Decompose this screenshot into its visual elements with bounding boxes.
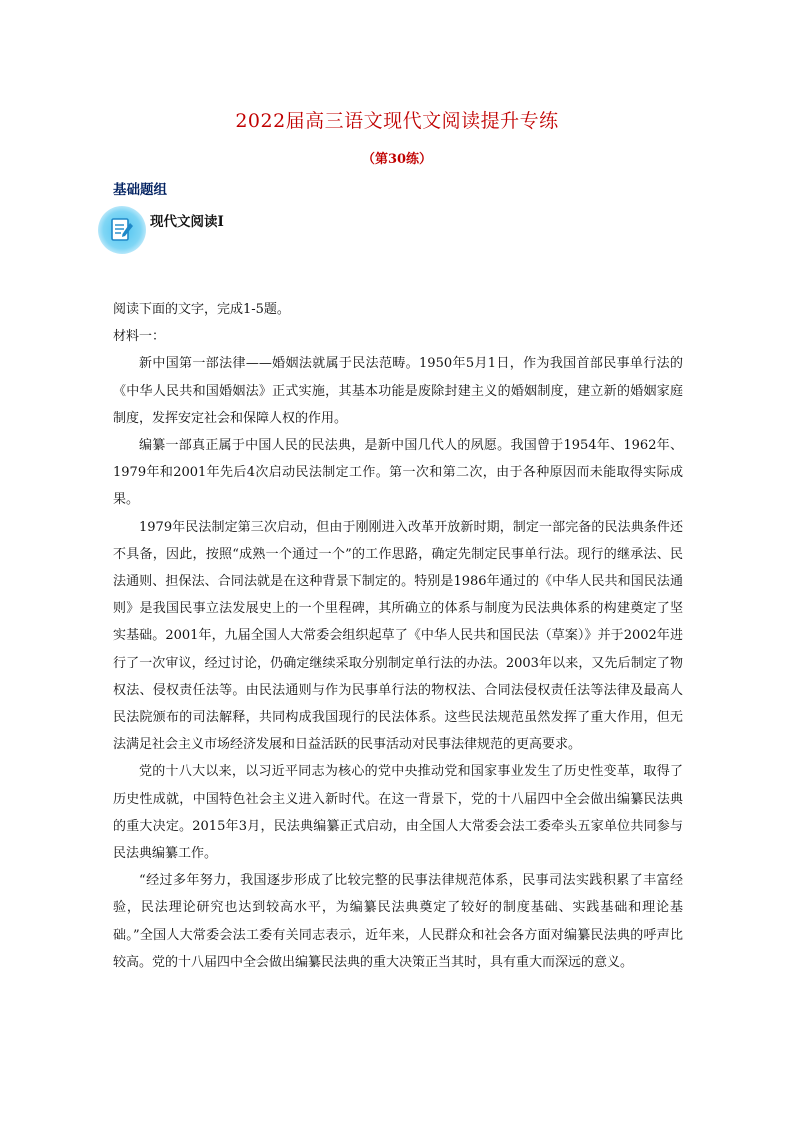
paragraph: 编纂一部真正属于中国人民的民法典，是新中国几代人的夙愿。我国曾于1954年、1962年、1979年和2001年先后4次启动民法制定工作。第一次和第二次，由于各种原因而未能取得实际成果。: [113, 438, 683, 508]
reading-content: [113, 296, 683, 976]
section-title: 现代文阅读Ⅰ: [150, 214, 224, 230]
paragraph: 党的十八大以来，以习近平同志为核心的党中央推动党和国家事业发生了历史性变革，取得了历史性成就，中国特色社会主义进入新时代。在这一背景下，党的十八届四中全会做出编纂民法典的重大决定。2015年3月，民法典编纂正式启动，由全国人大常委会法工委牵头五家单位共同参与民法典编纂工作。: [113, 764, 683, 862]
document-subtitle: （第30练）: [361, 152, 433, 167]
instruction-text: 阅读下面的文字，完成1-5题。: [113, 302, 290, 317]
paragraph: 1979年民法制定第三次启动，但由于刚刚进入改革开放新时期，制定一部完备的民法典条件还不具备，因此，按照“成熟一个通过一个”的工作思路，确定先制定民事单行法。现行的继承法、民法通则、担保法、合同法就是在这种背景下制定的。特别是1986年通过的《中华人民共和国民法通则》是我国民事立法发展史上的一个里程碑，其所确立的体系与制度为民法典体系的构建奠定了坚实基础。2001年，九届全国人大常委会组织起草了《中华人民共和国民法（草案）》并于2002年进行了一次审议，经过讨论，仍确定继续采取分别制定单行法的办法。2003年以来，又先后制定了物权法、侵权责任法等。由民法通则与作为民事单行法的物权法、合同法侵权责任法等法律及最高人民法院颁布的司法解释，共同构成我国现行的民法体系。这些民法规范虽然发挥了重大作用，但无法满足社会主义市场经济发展和日益活跃的民事活动对民事法律规范的更高要求。: [113, 519, 683, 753]
paragraph: 新中国第一部法律——婚姻法就属于民法范畴。1950年5月1日，作为我国首部民事单行法的《中华人民共和国婚姻法》正式实施，其基本功能是废除封建主义的婚姻制度，建立新的婚姻家庭制度，发挥安定社会和保障人权的作用。: [113, 356, 683, 426]
notebook-pen-icon: [98, 206, 146, 254]
paragraph: “经过多年努力，我国逐步形成了比较完整的民事法律规范体系，民事司法实践积累了丰富经验，民法理论研究也达到较高水平，为编纂民法典奠定了较好的制度基础、实践基础和理论基础。”全国人大常委会法工委有关同志表示，近年来，人民群众和社会各方面对编纂民法典的呼声比较高。党的十八届四中全会做出编纂民法典的重大决策正当其时，具有重大而深远的意义。: [113, 873, 683, 970]
material-label: 材料一：: [113, 329, 166, 345]
document-title: 2022届高三语文现代文阅读提升专练: [235, 110, 559, 132]
group-label: 基础题组: [113, 182, 167, 198]
